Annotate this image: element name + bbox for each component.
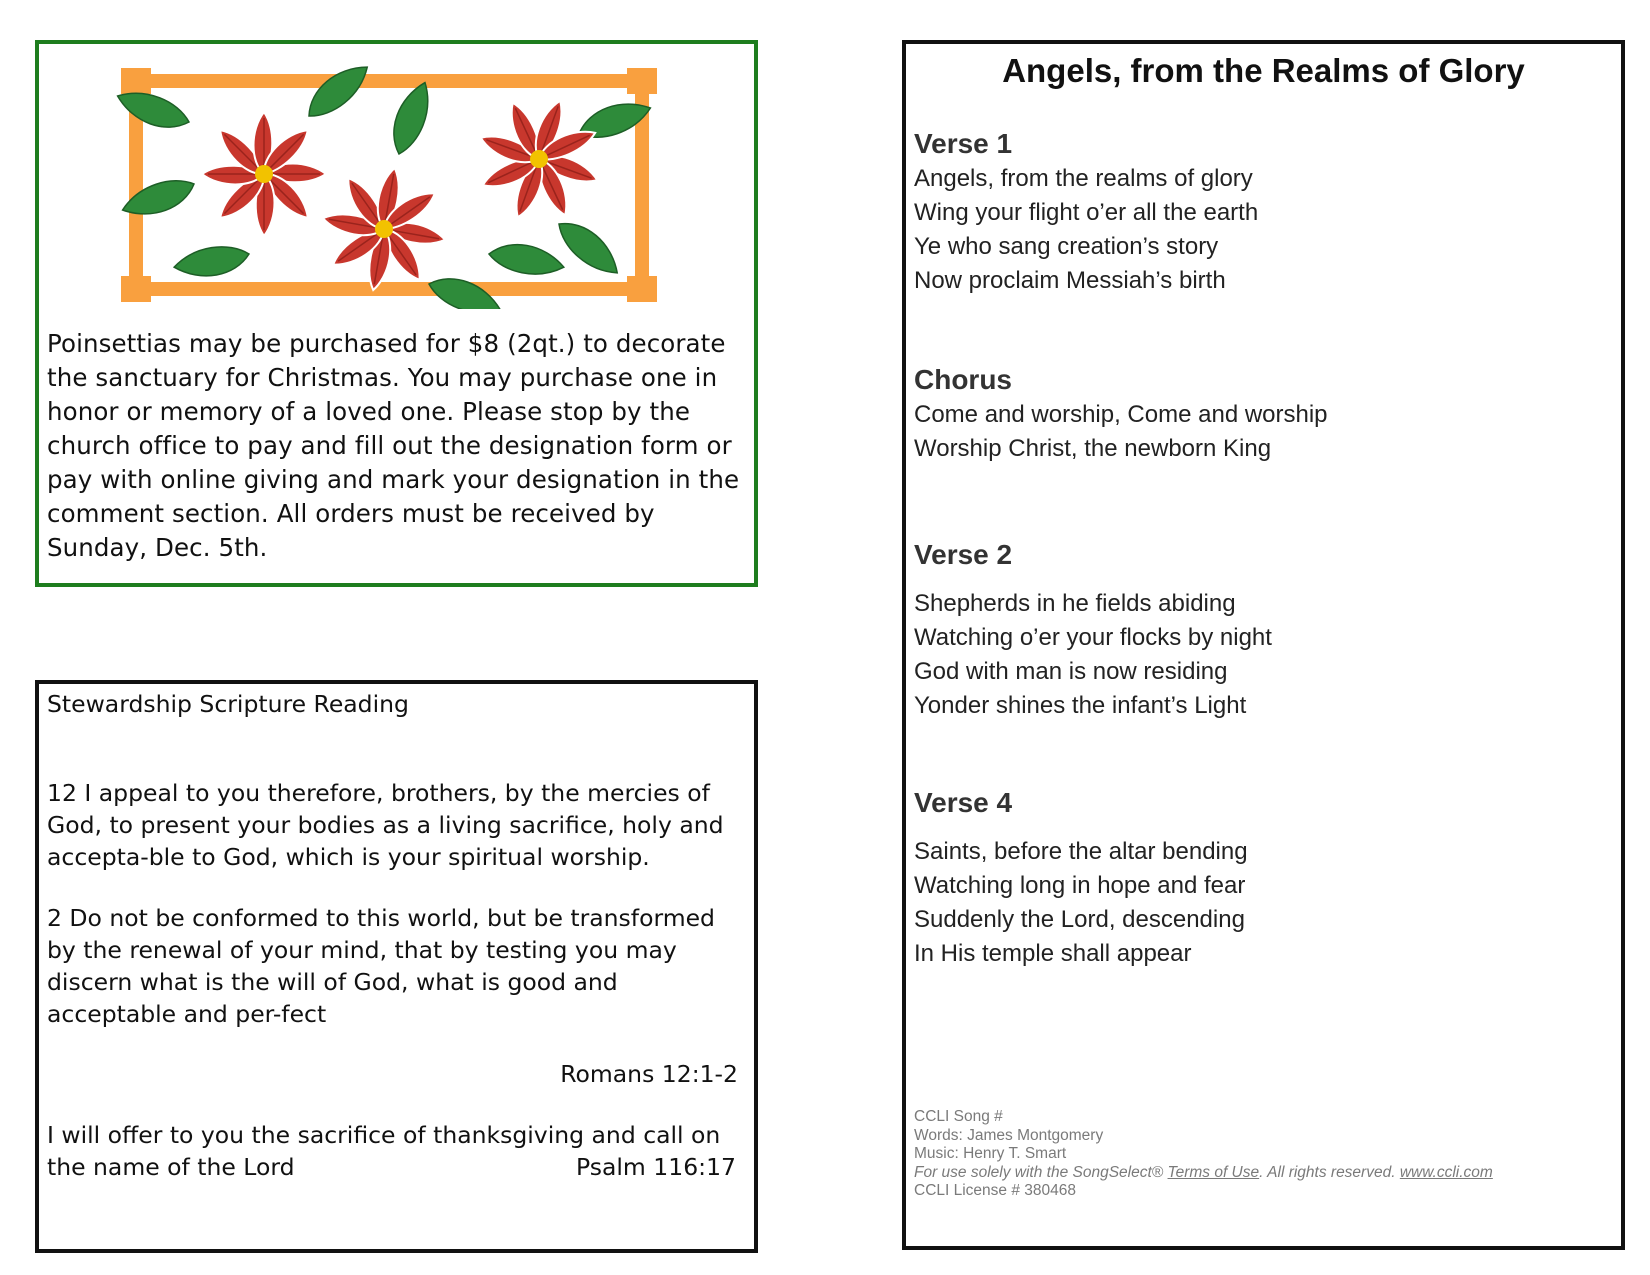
poinsettia-flower — [321, 166, 447, 292]
hymn-section — [914, 785, 1614, 971]
poinsettia-announcement — [35, 40, 758, 587]
poinsettia-flower — [477, 97, 601, 221]
lyric-line: Now proclaim Messiah’s birth — [914, 267, 1226, 294]
lyric-line: God with man is now residing — [914, 658, 1228, 685]
lyric-line: Saints, before the altar bending — [914, 838, 1248, 865]
hymn-lyrics-sheet — [902, 40, 1625, 1250]
lyric-line: Wing your flight o’er all the earth — [914, 199, 1259, 226]
lyric-line: Suddenly the Lord, descending — [914, 906, 1245, 933]
lyric-line: Watching o’er your flocks by night — [914, 624, 1272, 651]
lyric-line: Come and worship, Come and worship — [914, 401, 1328, 428]
ccli-song-number: CCLI Song # — [914, 1108, 1003, 1125]
lyric-line: Ye who sang creation’s story — [914, 233, 1219, 260]
lyric-line: Shepherds in he fields abiding — [914, 590, 1236, 617]
usage-notice: For use solely with the SongSelect® Terms of Use. All rights reserved. www.ccli.com — [914, 1163, 1493, 1181]
lyric-line: Angels, from the realms of glory — [914, 165, 1253, 192]
psalm-text: I will offer to you the sacrifice of thanksgiving and call on the name of the Lord — [47, 1121, 721, 1181]
poinsettia-illustration — [99, 64, 699, 309]
music-credit: Music: Henry T. Smart — [914, 1145, 1067, 1162]
lyric-line: Watching long in hope and fear — [914, 872, 1246, 899]
terms-of-use-link[interactable]: Terms of Use — [1167, 1163, 1260, 1181]
section-heading: Verse 2 — [914, 539, 1013, 570]
section-heading: Verse 4 — [914, 787, 1013, 818]
scripture-verse: 2 Do not be conformed to this world, but be transformed by the renewal of your mind, that by testing you may discern what is the will of God, what is good and acceptable and per-fect — [47, 904, 715, 1028]
section-heading: Chorus — [914, 364, 1012, 395]
ccli-license: CCLI License # 380468 — [914, 1182, 1077, 1199]
lyric-line: In His temple shall appear — [914, 940, 1192, 967]
scripture-reference: Psalm 116:17 — [576, 1153, 736, 1181]
poinsettia-announcement-text: Poinsettias may be purchased for $8 (2qt.) to decorate the sanctuary for Christmas. You may purchase one in honor or memory of a loved one. Please stop by the church office to pay and fill out the designation form or pay with online giving and mark your designation in the comment section. All orders must be received by Sunday, Dec. 5th. — [47, 329, 740, 562]
scripture-reading-box — [35, 680, 758, 1253]
words-credit: Words: James Montgomery — [914, 1126, 1104, 1144]
scripture-heading: Stewardship Scripture Reading — [47, 690, 409, 718]
ccli-website-link[interactable]: www.ccli.com — [1399, 1163, 1493, 1181]
hymn-section — [914, 126, 1614, 298]
lyric-line: Yonder shines the infant’s Light — [914, 692, 1247, 719]
hymn-section — [914, 537, 1614, 723]
hymn-title: Angels, from the Realms of Glory — [1002, 52, 1525, 89]
hymn-section — [914, 362, 1614, 466]
ccli-credits — [914, 1108, 1614, 1201]
scripture-verse: 12 I appeal to you therefore, brothers, by the mercies of God, to present your bodies as a living sacrifice, holy and accepta-ble to God, which is your spiritual worship. — [47, 779, 724, 871]
poinsettia-flower — [202, 112, 326, 236]
lyric-line: Worship Christ, the newborn King — [914, 435, 1272, 462]
section-heading: Verse 1 — [914, 128, 1013, 159]
scripture-reference: Romans 12:1-2 — [560, 1060, 738, 1088]
